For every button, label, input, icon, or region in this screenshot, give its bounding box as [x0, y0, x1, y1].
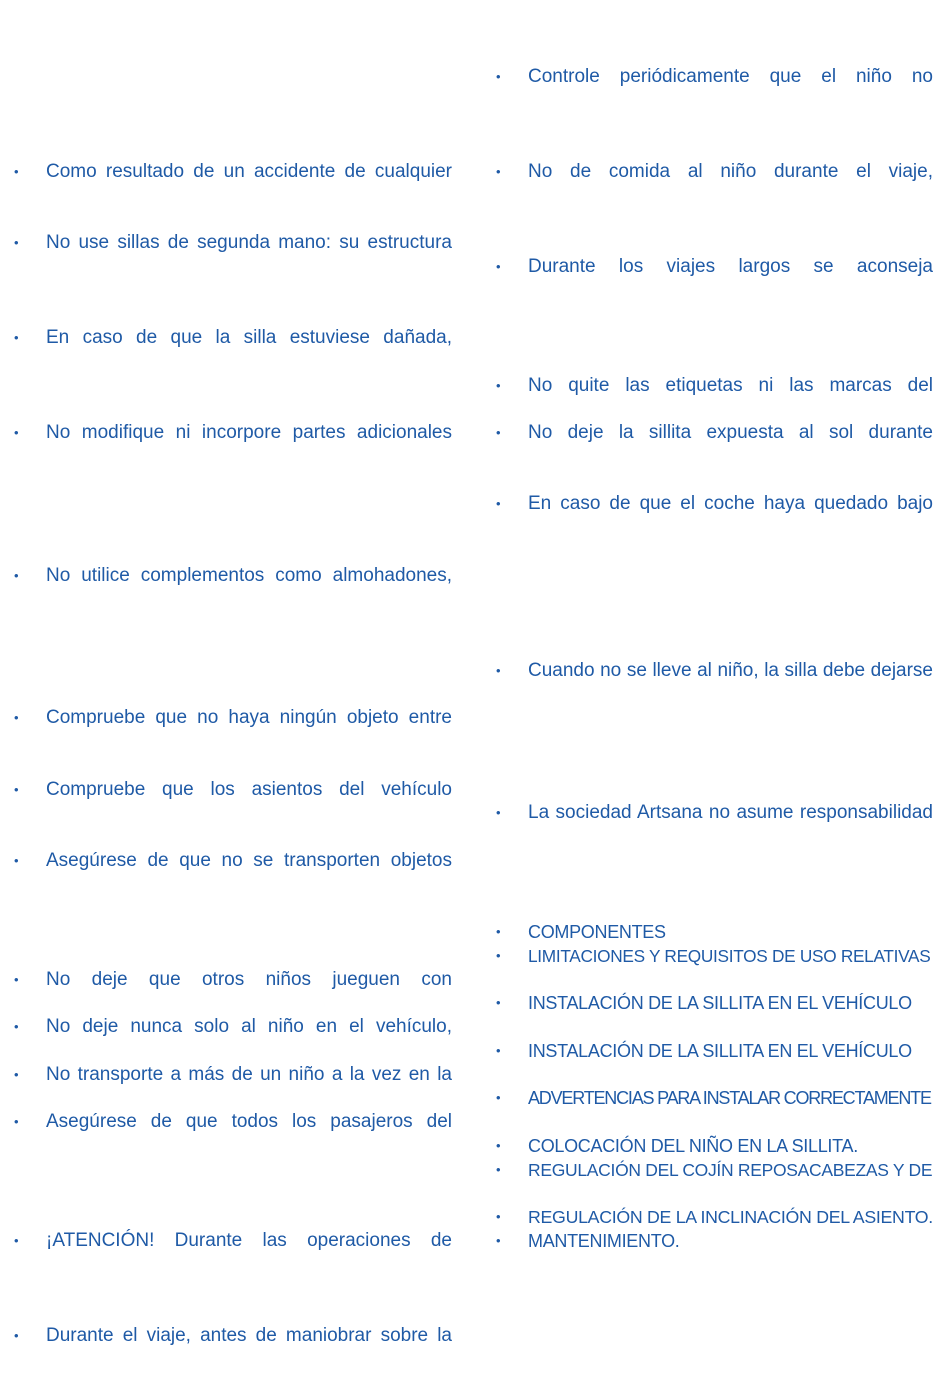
contents-item-text: REGULACIÓN DEL COJÍN REPOSACABEZAS Y DE — [528, 1160, 933, 1180]
bullet-icon: • — [14, 235, 19, 250]
bullet-icon: • — [496, 805, 501, 820]
bullet-icon: • — [496, 1162, 501, 1177]
list-item-text: No deje que otros niños jueguen con — [46, 969, 452, 990]
list-item-text: No deje la sillita expuesta al sol durante — [528, 422, 933, 443]
list-item — [482, 800, 933, 826]
bullet-icon: • — [496, 1209, 501, 1224]
list-item — [482, 254, 933, 280]
bullet-icon: • — [14, 1114, 19, 1129]
list-item — [482, 373, 933, 399]
bullet-icon: • — [496, 69, 501, 84]
list-item-text: ¡ATENCIÓN! Durante las operaciones de — [46, 1230, 452, 1251]
list-item — [0, 1109, 452, 1135]
list-item-text: Controle periódicamente que el niño no — [528, 66, 933, 87]
bullet-icon: • — [496, 924, 501, 939]
bullet-icon: • — [14, 710, 19, 725]
contents-item-text: INSTALACIÓN DE LA SILLITA EN EL VEHÍCULO — [528, 993, 912, 1013]
list-item — [0, 1014, 452, 1040]
bullet-icon: • — [496, 378, 501, 393]
list-item-text: Como resultado de un accidente de cualquier — [46, 161, 452, 182]
list-item — [0, 563, 452, 589]
contents-item-text: LIMITACIONES Y REQUISITOS DE USO RELATIVAS — [528, 946, 931, 966]
contents-item — [482, 943, 933, 969]
bullet-icon: • — [14, 164, 19, 179]
list-item — [482, 658, 933, 684]
bullet-icon: • — [14, 1233, 19, 1248]
contents-item — [482, 1038, 933, 1064]
bullet-icon: • — [496, 425, 501, 440]
list-item — [0, 848, 452, 874]
list-item-text: Asegúrese de que todos los pasajeros del — [46, 1111, 452, 1132]
list-item-text: En caso de que el coche haya quedado bajo — [528, 493, 933, 514]
bullet-icon: • — [14, 1067, 19, 1082]
list-item — [0, 777, 452, 803]
list-item-text: No deje nunca solo al niño en el vehículo, — [46, 1016, 452, 1037]
contents-item — [482, 1204, 933, 1230]
bullet-icon: • — [496, 1138, 501, 1153]
list-item-text: No de comida al niño durante el viaje, — [528, 161, 933, 182]
contents-item — [482, 1228, 933, 1254]
contents-item — [482, 1157, 933, 1183]
list-item-text: Durante los viajes largos se aconseja — [528, 256, 933, 277]
bullet-icon: • — [14, 330, 19, 345]
contents-item-text: COLOCACIÓN DEL NIÑO EN LA SILLITA. — [528, 1136, 858, 1156]
list-item — [0, 325, 452, 351]
list-item-text: No quite las etiquetas ni las marcas del — [528, 375, 933, 396]
bullet-icon: • — [14, 1328, 19, 1343]
bullet-icon: • — [14, 782, 19, 797]
list-item — [482, 64, 933, 90]
contents-item-text: MANTENIMIENTO. — [528, 1231, 680, 1251]
contents-item — [482, 919, 933, 945]
list-item — [482, 420, 933, 446]
contents-item — [482, 990, 933, 1016]
contents-item — [482, 1133, 933, 1159]
contents-item-text: INSTALACIÓN DE LA SILLITA EN EL VEHÍCULO — [528, 1041, 912, 1061]
list-item — [482, 491, 933, 517]
bullet-icon: • — [14, 972, 19, 987]
list-item-text: No modifique ni incorpore partes adicionales — [46, 422, 452, 443]
list-item — [0, 705, 452, 731]
list-item-text: Compruebe que los asientos del vehículo — [46, 779, 452, 800]
bullet-icon: • — [496, 663, 501, 678]
list-item — [0, 1323, 452, 1349]
contents-item-text: COMPONENTES — [528, 922, 666, 942]
list-item-text: Durante el viaje, antes de maniobrar sobre la — [46, 1325, 452, 1346]
list-item-text: La sociedad Artsana no asume responsabilidad — [528, 802, 933, 823]
bullet-icon: • — [496, 1233, 501, 1248]
list-item-text: En caso de que la silla estuviese dañada, — [46, 327, 452, 348]
list-item — [0, 420, 452, 446]
bullet-icon: • — [14, 568, 19, 583]
contents-item-text: REGULACIÓN DE LA INCLINACIÓN DEL ASIENTO. — [528, 1207, 933, 1227]
bullet-icon: • — [14, 425, 19, 440]
list-item — [0, 230, 452, 256]
contents-item-text: ADVERTENCIAS PARA INSTALAR CORRECTAMENTE — [528, 1088, 931, 1108]
bullet-icon: • — [14, 853, 19, 868]
list-item — [0, 1062, 452, 1088]
bullet-icon: • — [496, 995, 501, 1010]
bullet-icon: • — [496, 259, 501, 274]
list-item-text: Compruebe que no haya ningún objeto entre — [46, 707, 452, 728]
list-item — [482, 159, 933, 185]
list-item-text: No utilice complementos como almohadones, — [46, 565, 452, 586]
bullet-icon: • — [496, 496, 501, 511]
list-item — [0, 1228, 452, 1254]
list-item — [0, 159, 452, 185]
contents-item — [482, 1085, 933, 1111]
list-item-text: Asegúrese de que no se transporten objetos — [46, 850, 452, 871]
bullet-icon: • — [496, 948, 501, 963]
bullet-icon: • — [496, 1090, 501, 1105]
bullet-icon: • — [14, 1019, 19, 1034]
list-item-text: No use sillas de segunda mano: su estructura — [46, 232, 452, 253]
bullet-icon: • — [496, 1043, 501, 1058]
bullet-icon: • — [496, 164, 501, 179]
list-item — [0, 967, 452, 993]
list-item-text: Cuando no se lleve al niño, la silla debe dejarse — [528, 660, 933, 681]
list-item-text: No transporte a más de un niño a la vez en la — [46, 1064, 452, 1085]
